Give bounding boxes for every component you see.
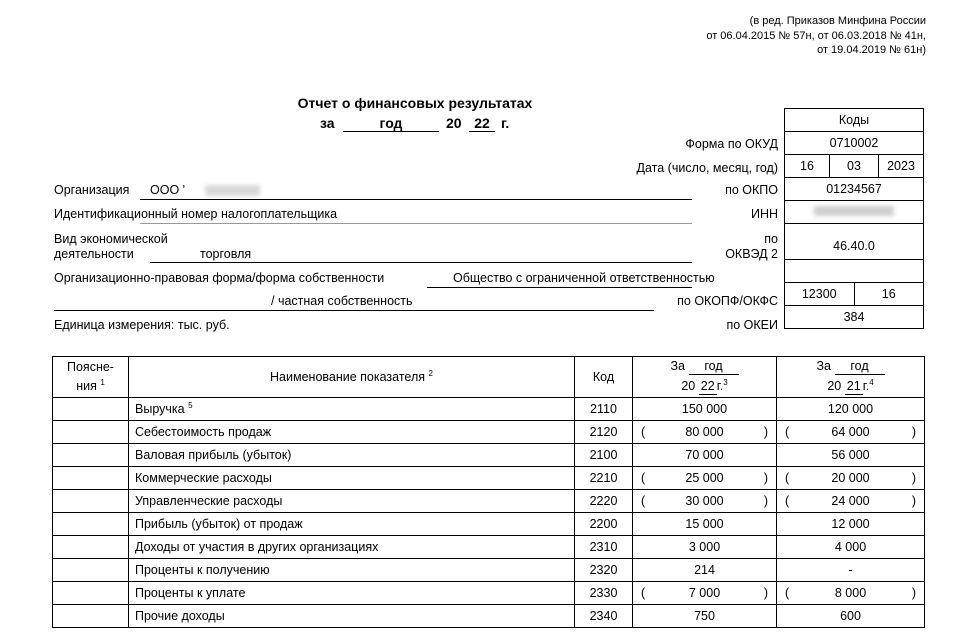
activity-value: торговля	[200, 247, 252, 261]
value-text: 7 000	[688, 586, 721, 600]
okud-value: 0710002	[785, 132, 924, 155]
table-row	[53, 536, 925, 559]
period-suffix: г.	[501, 115, 510, 131]
period-year: 22	[469, 115, 495, 132]
cur-yy: 22	[699, 379, 717, 395]
line-code: 2200	[575, 513, 633, 536]
okpo-value: 01234567	[785, 178, 924, 201]
value-text: 80 000	[685, 425, 724, 439]
date-month: 03	[830, 155, 879, 178]
unit-label: Единица измерения: тыс. руб.	[54, 318, 230, 332]
current-value	[633, 536, 777, 559]
prev-za: За	[816, 358, 832, 373]
paren-close: )	[763, 425, 768, 439]
value-text: 4 000	[834, 540, 867, 554]
okfs-value: 16	[854, 283, 924, 306]
edition-note-line: от 19.04.2019 № 61н)	[817, 44, 926, 56]
inn-underline	[140, 223, 692, 224]
note-cell	[53, 444, 129, 467]
current-value	[633, 582, 777, 605]
activity-label-2: деятельности	[54, 247, 134, 261]
cur-unit: год	[689, 359, 739, 375]
inn-value	[785, 201, 924, 224]
paren-close: )	[763, 471, 768, 485]
indicator-name	[129, 398, 575, 421]
previous-value	[777, 398, 925, 421]
line-code: 2120	[575, 421, 633, 444]
indicator-name	[129, 536, 575, 559]
okopf-label: по ОКОПФ/ОКФС	[677, 294, 778, 308]
current-value	[633, 444, 777, 467]
line-code: 2220	[575, 490, 633, 513]
paren-open: (	[641, 494, 646, 508]
value-text: 214	[694, 563, 715, 577]
indicator-name-text: Выручка	[135, 402, 185, 417]
indicator-name	[129, 582, 575, 605]
previous-value	[777, 444, 925, 467]
cur-sup: 3	[723, 377, 728, 387]
edition-note-line: (в ред. Приказов Минфина России	[749, 15, 926, 27]
indicator-name-text: Коммерческие расходы	[135, 471, 272, 485]
line-code: 2340	[575, 605, 633, 628]
col-name-header-text: Наименование показателя	[270, 370, 426, 385]
ownership-value: / частная собственность	[271, 294, 413, 308]
value-text: -	[848, 563, 853, 577]
edition-note-line: от 06.04.2015 № 57н, от 06.03.2018 № 41н,	[706, 29, 926, 42]
previous-value	[777, 421, 925, 444]
indicator-name	[129, 467, 575, 490]
indicator-name	[129, 490, 575, 513]
ownership-underline	[54, 310, 654, 311]
value-text: 56 000	[831, 448, 870, 462]
note-cell	[53, 536, 129, 559]
value-text: 20 000	[831, 471, 870, 485]
redacted-org	[205, 185, 260, 196]
okei-value: 384	[785, 306, 924, 329]
prev-suffix: г.	[862, 379, 870, 394]
note-cell	[53, 398, 129, 421]
financial-results-table	[52, 356, 925, 628]
paren-close: )	[911, 586, 916, 600]
okved-label-1: по	[764, 232, 778, 246]
current-value	[633, 467, 777, 490]
line-code: 2310	[575, 536, 633, 559]
paren-close: )	[763, 494, 768, 508]
current-value	[633, 490, 777, 513]
table-row	[53, 490, 925, 513]
current-value	[633, 605, 777, 628]
okved-label-2: ОКВЭД 2	[725, 247, 778, 261]
paren-close: )	[763, 586, 768, 600]
date-day: 16	[785, 155, 830, 178]
indicator-name	[129, 513, 575, 536]
legal-form-label: Организационно-правовая форма/форма собственности	[54, 271, 385, 285]
col-name-sup: 2	[428, 369, 433, 379]
prev-unit: год	[835, 359, 885, 375]
paren-close: )	[911, 471, 916, 485]
note-cell	[53, 490, 129, 513]
indicator-name-text: Себестоимость продаж	[135, 425, 272, 439]
previous-value	[777, 605, 925, 628]
table-row	[53, 513, 925, 536]
value-text: 8 000	[834, 586, 867, 600]
col-note-header-line1: Поясне-	[67, 359, 114, 374]
okopf-value: 12300	[785, 283, 855, 306]
line-code: 2320	[575, 559, 633, 582]
activity-underline	[150, 262, 692, 263]
col-name-header	[129, 357, 575, 398]
value-text: 25 000	[685, 471, 724, 485]
inn-label: Идентификационный номер налогоплательщика	[54, 207, 338, 221]
table-row	[53, 444, 925, 467]
period-za: за	[320, 115, 335, 131]
col-previous-period-header	[777, 357, 925, 398]
period-unit: год	[343, 115, 439, 132]
current-value	[633, 421, 777, 444]
period-prefix: 20	[446, 115, 462, 131]
line-code: 2210	[575, 467, 633, 490]
okopf-blank	[785, 260, 924, 283]
okpo-label: по ОКПО	[725, 183, 778, 197]
cur-suffix: г.	[716, 379, 724, 394]
table-row	[53, 582, 925, 605]
paren-open: (	[641, 471, 646, 485]
edition-note	[706, 14, 926, 58]
table-header-row	[53, 357, 925, 398]
col-current-period-header	[633, 357, 777, 398]
prev-sup: 4	[869, 377, 874, 387]
table-row	[53, 605, 925, 628]
cur-za: За	[670, 358, 686, 373]
prev-yy: 21	[845, 379, 863, 395]
indicator-name-text: Прочие доходы	[135, 609, 225, 623]
value-text: 64 000	[831, 425, 870, 439]
paren-open: (	[641, 425, 646, 439]
org-label: Организация	[54, 183, 130, 197]
table-row	[53, 467, 925, 490]
okud-label: Форма по ОКУД	[685, 137, 778, 151]
previous-value	[777, 490, 925, 513]
indicator-name	[129, 559, 575, 582]
value-text: 3 000	[688, 540, 721, 554]
value-text: 12 000	[831, 517, 870, 531]
org-value: ООО '	[150, 183, 186, 197]
indicator-name	[129, 605, 575, 628]
note-cell	[53, 559, 129, 582]
current-value	[633, 398, 777, 421]
okved-value: 46.40.0	[785, 224, 924, 260]
note-cell	[53, 513, 129, 536]
table-row	[53, 559, 925, 582]
table-body	[53, 398, 925, 628]
previous-value	[777, 467, 925, 490]
legal-form-underline	[427, 287, 692, 288]
paren-open: (	[785, 586, 790, 600]
indicator-name-text: Доходы от участия в других организациях	[135, 540, 379, 554]
value-text: 30 000	[685, 494, 724, 508]
col-note-header	[53, 357, 129, 398]
indicator-name	[129, 421, 575, 444]
org-underline	[140, 199, 692, 200]
current-value	[633, 513, 777, 536]
col-note-header-line2: ния	[76, 379, 97, 394]
previous-value	[777, 536, 925, 559]
paren-close: )	[911, 494, 916, 508]
note-cell	[53, 421, 129, 444]
paren-open: (	[785, 471, 790, 485]
paren-open: (	[785, 494, 790, 508]
indicator-name-text: Проценты к уплате	[135, 586, 246, 600]
indicator-name-text: Валовая прибыль (убыток)	[135, 448, 292, 462]
report-title: Отчет о финансовых результатах	[297, 95, 533, 111]
table-row	[53, 398, 925, 421]
date-label: Дата (число, месяц, год)	[636, 161, 778, 175]
line-code: 2110	[575, 398, 633, 421]
line-code: 2100	[575, 444, 633, 467]
value-text: 600	[840, 609, 861, 623]
cur-prefix: 20	[681, 379, 696, 394]
value-text: 120 000	[827, 402, 874, 416]
value-text: 15 000	[685, 517, 724, 531]
indicator-name-text: Управленческие расходы	[135, 494, 283, 508]
codes-table	[784, 108, 924, 329]
codes-header: Коды	[785, 109, 924, 132]
paren-close: )	[911, 425, 916, 439]
indicator-sup: 5	[188, 401, 193, 411]
line-code: 2330	[575, 582, 633, 605]
previous-value	[777, 582, 925, 605]
indicator-name-text: Проценты к получению	[135, 563, 270, 577]
value-text: 70 000	[685, 448, 724, 462]
activity-label-1: Вид экономической	[54, 232, 168, 246]
col-note-sup: 1	[100, 377, 105, 387]
note-cell	[53, 467, 129, 490]
note-cell	[53, 605, 129, 628]
okei-label: по ОКЕИ	[726, 318, 778, 332]
inn-label-short: ИНН	[750, 207, 778, 221]
previous-value	[777, 559, 925, 582]
value-text: 24 000	[831, 494, 870, 508]
note-cell	[53, 582, 129, 605]
prev-prefix: 20	[827, 379, 842, 394]
indicator-name-text: Прибыль (убыток) от продаж	[135, 517, 303, 531]
table-row	[53, 421, 925, 444]
current-value	[633, 559, 777, 582]
value-text: 750	[694, 609, 715, 623]
previous-value	[777, 513, 925, 536]
redacted-inn	[814, 206, 894, 216]
indicator-name	[129, 444, 575, 467]
date-year: 2023	[879, 155, 924, 178]
paren-open: (	[641, 586, 646, 600]
col-code-header: Код	[575, 357, 633, 398]
value-text: 150 000	[681, 402, 728, 416]
paren-open: (	[785, 425, 790, 439]
legal-form-value: Общество с ограниченной ответственностью	[453, 271, 715, 285]
